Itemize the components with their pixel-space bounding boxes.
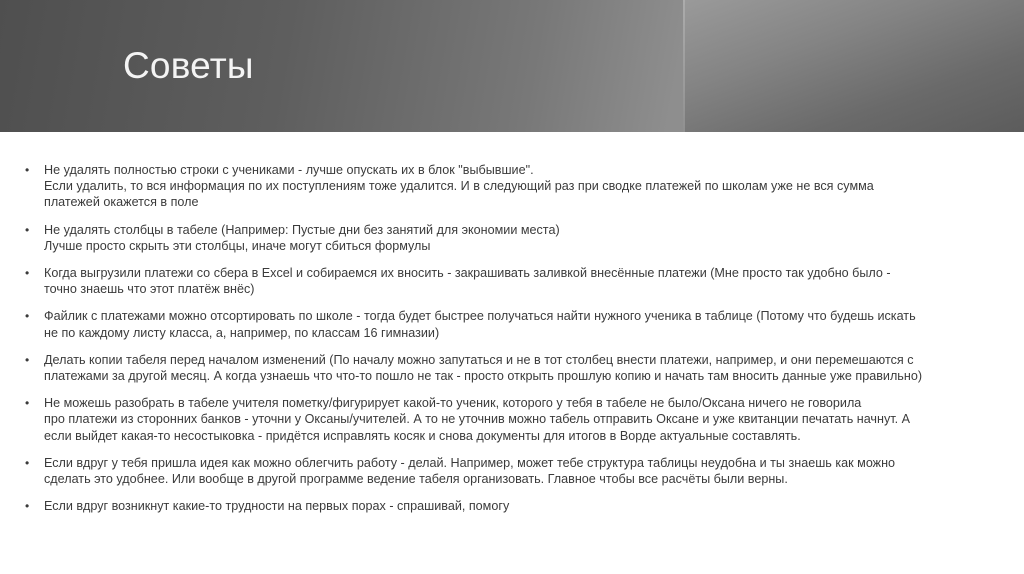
bullet-point-icon: • xyxy=(25,499,30,514)
bullet-point-icon: • xyxy=(25,352,30,367)
bullet-text-line: точно знаешь что этот платёж внёс) xyxy=(44,282,255,297)
bullet-text-line: платежей окажется в поле xyxy=(44,195,199,210)
bullet-text-line: сделать это удобнее. Или вообще в другой программе ведение табеля организовать. Главное чтобы все расчёты были верны. xyxy=(44,472,788,487)
slide-content xyxy=(25,162,1010,525)
bullet-item xyxy=(25,352,1010,384)
slide-title: Советы xyxy=(123,45,254,86)
bullet-text-line: Если вдруг у тебя пришла идея как можно облегчить работу - делай. Например, может тебе структура таблицы неудобна и ты знаешь как можно xyxy=(44,455,896,470)
bullet-item xyxy=(25,308,1010,340)
bullet-text-line: Делать копии табеля перед началом изменений (По началу можно запутаться и не в тот столбец внести платежи, например, и они перемешаются с xyxy=(44,352,914,367)
bullet-point-icon: • xyxy=(25,396,30,411)
bullet-point-icon: • xyxy=(25,222,30,237)
bullet-item xyxy=(25,455,1010,487)
bullet-point-icon: • xyxy=(25,266,30,281)
bullet-text-line: Лучше просто скрыть эти столбцы, иначе могут сбиться формулы xyxy=(44,238,431,253)
bullet-item xyxy=(25,395,1010,444)
title-banner xyxy=(0,0,1024,132)
bullet-text-line: Файлик с платежами можно отсортировать по школе - тогда будет быстрее получаться найти нужного ученика в таблице (Потому что будешь искать xyxy=(44,309,916,324)
bullet-item xyxy=(25,498,1010,514)
bullet-text-line: не по каждому листу класса, а, например, по классам 16 гимназии) xyxy=(44,325,440,340)
bullet-text-line: про платежи из сторонних банков - уточни у Оксаны/учителей. А то не уточнив можно табель отправить Оксане и уже квитанции печатать начнут. А xyxy=(44,412,911,427)
title-banner-accent xyxy=(683,0,1024,132)
bullet-point-icon: • xyxy=(25,309,30,324)
bullet-item xyxy=(25,222,1010,254)
bullet-text-line: Не удалять полностью строки с учениками - лучше опускать их в блок "выбывшие". xyxy=(44,163,534,177)
bullet-text-line: Не можешь разобрать в табеле учителя пометку/фигурирует какой-то ученик, которого у тебя в табеле не было/Оксана ничего не говорила xyxy=(44,396,862,411)
bullet-text-line: если выйдет какая-то несостыковка - придётся исправлять косяк и снова документы для итогов в Ворде актуальные составлять. xyxy=(44,428,801,443)
bullet-list xyxy=(25,162,1010,514)
bullet-text-line: Если вдруг возникнут какие-то трудности на первых порах - спрашивай, помогу xyxy=(44,499,510,514)
bullet-text-line: Если удалить, то вся информация по их поступлениям тоже удалится. И в следующий раз при сводке платежей по школам уже не вся сумма xyxy=(44,179,874,194)
bullet-item xyxy=(25,162,1010,211)
bullet-item xyxy=(25,265,1010,297)
bullet-text-line: Когда выгрузили платежи со сбера в Excel и собираемся их вносить - закрашивать заливкой внесённые платежи (Мне просто так удобно было - xyxy=(44,266,891,281)
bullet-text-line: Не удалять столбцы в табеле (Например: Пустые дни без занятий для экономии места) xyxy=(44,222,560,237)
bullet-point-icon: • xyxy=(25,455,30,470)
bullet-point-icon: • xyxy=(25,163,30,177)
bullet-text-line: платежами за другой месяц. А когда узнаешь что что-то пошло не так - просто открыть прошлую копию и начать там вносить данные уже правильно) xyxy=(44,369,923,384)
